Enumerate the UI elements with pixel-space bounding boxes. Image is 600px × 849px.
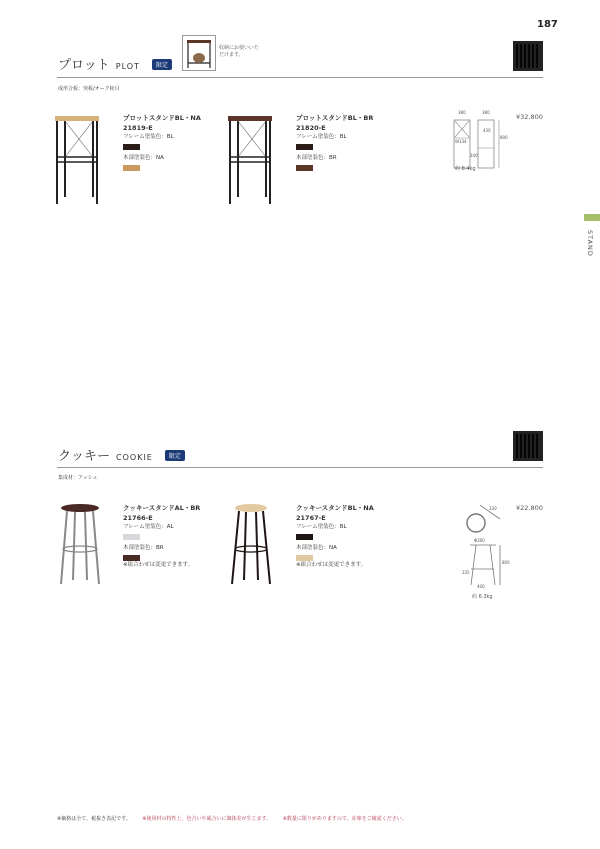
page-number: 187 (537, 19, 558, 30)
plot-header (58, 35, 263, 73)
wood-color-label: 木部塗装色：NA (123, 155, 164, 161)
wood-color-label: 木部塗装色：BR (296, 155, 337, 161)
wood-color-label: 木部塗装色：BR (123, 545, 164, 551)
plot-stand-br-image (226, 112, 276, 207)
frame-color-label: フレーム塗装色：BL (296, 134, 347, 140)
frame-color-label: フレーム塗装色：BL (296, 524, 347, 530)
dim-depth: 380 (482, 110, 490, 115)
product-info (123, 503, 200, 569)
plot-title (58, 54, 140, 73)
wood-color-label: 木部塗装色：NA (296, 545, 337, 551)
qr-code-cookie[interactable] (513, 431, 543, 461)
product-info (296, 113, 373, 175)
plot-stand-na-image (53, 112, 103, 207)
qr-code-plot[interactable] (513, 41, 543, 71)
product-code: 21766-E (123, 514, 153, 522)
footer-notes (57, 815, 417, 822)
combination-note: ※組合わせは変更できます。 (123, 562, 194, 568)
section-tab-marker (584, 214, 600, 221)
product-code: 21820-E (296, 124, 326, 132)
dim-base: 400 (477, 584, 485, 589)
limited-badge: 限定 (165, 450, 185, 461)
price: ¥32,800 (516, 113, 543, 121)
product-code: 21819-E (123, 124, 153, 132)
section-tab-label: STAND (586, 230, 594, 257)
dim-height: 800 (500, 135, 508, 140)
title-jp: クッキー (58, 449, 111, 464)
cookie-header (58, 440, 185, 464)
plot-material: 成形合板：突板/オーク柾目 (58, 86, 120, 92)
combination-note: ※組合わせは変更できます。 (296, 562, 367, 568)
dim-diagonal: 330 (489, 506, 497, 511)
cookie-title (58, 445, 153, 464)
dim-inner-height: 430 (483, 128, 491, 133)
divider (57, 467, 543, 468)
product-name: クッキースタンドBL・NA (296, 504, 374, 512)
product-info (123, 113, 201, 175)
weight: 約 6.3kg (472, 594, 493, 600)
product-name: プロットスタンドBL・NA (123, 114, 201, 122)
dim-seat: Φ300 (474, 538, 485, 543)
plot-storage-photo (182, 35, 216, 71)
frame-swatch (296, 534, 313, 540)
footer-note-tax: ※価格は全て、税抜き表記です。 (57, 816, 131, 822)
limited-badge: 限定 (152, 59, 172, 70)
product-name: プロットスタンドBL・BR (296, 114, 374, 122)
footer-note-stock: ※数量に限りがありますので、在庫をご確認ください。 (282, 816, 407, 822)
title-jp: プロット (58, 58, 110, 73)
frame-color-label: フレーム塗装色：AL (123, 524, 174, 530)
frame-swatch (296, 144, 313, 150)
dim-shelf-height: 340 (470, 153, 478, 158)
dim-height: 800 (502, 560, 510, 565)
product-name: クッキースタンドAL・BR (123, 504, 201, 512)
dim-ring-height: 335 (462, 570, 470, 575)
title-en: COOKIE (116, 453, 153, 462)
frame-swatch (123, 534, 140, 540)
weight: 約 8.4kg (455, 166, 476, 172)
wood-swatch (123, 165, 140, 171)
storage-note: 収納にお使いいただけます。 (218, 45, 259, 58)
price: ¥22,800 (516, 504, 543, 512)
cookie-material: 集成材：アッシュ (58, 475, 98, 481)
footer-note-material: ※使用材の特性上、色合いや風合いに個体差が生じます。 (142, 816, 272, 822)
cookie-dimension-drawing (460, 505, 505, 590)
cookie-stool-bl-na-image (226, 502, 276, 587)
frame-swatch (123, 144, 140, 150)
wood-swatch (296, 165, 313, 171)
product-info (296, 503, 374, 569)
product-code: 21767-E (296, 514, 326, 522)
cookie-stool-al-br-image (55, 502, 105, 587)
dim-top: W134 (455, 139, 467, 144)
frame-color-label: フレーム塗装色：BL (123, 134, 174, 140)
divider (57, 77, 543, 78)
title-en: PLOT (115, 62, 140, 71)
dim-width: 380 (458, 110, 466, 115)
